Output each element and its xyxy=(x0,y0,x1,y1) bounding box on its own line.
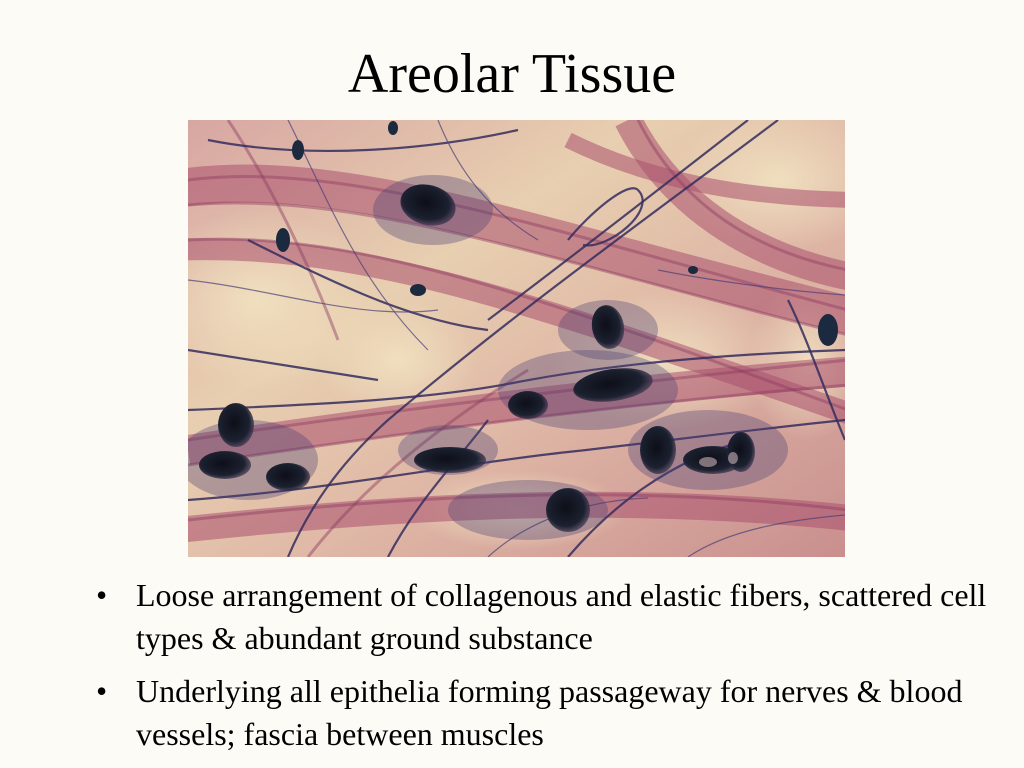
bullet-text: Underlying all epithelia forming passageway for nerves & blood vessels; fascia between muscles xyxy=(136,673,963,752)
bullet-marker: • xyxy=(96,673,108,709)
bullet-text: Loose arrangement of collagenous and elastic fibers, scattered cell types & abundant ground substance xyxy=(136,577,987,656)
bullet-item xyxy=(96,670,996,756)
areolar-tissue-micrograph xyxy=(188,120,845,557)
bullet-marker: • xyxy=(96,577,108,613)
slide-title: Areolar Tissue xyxy=(347,43,677,105)
bullet-item xyxy=(96,574,996,660)
bullet-list xyxy=(96,574,996,766)
